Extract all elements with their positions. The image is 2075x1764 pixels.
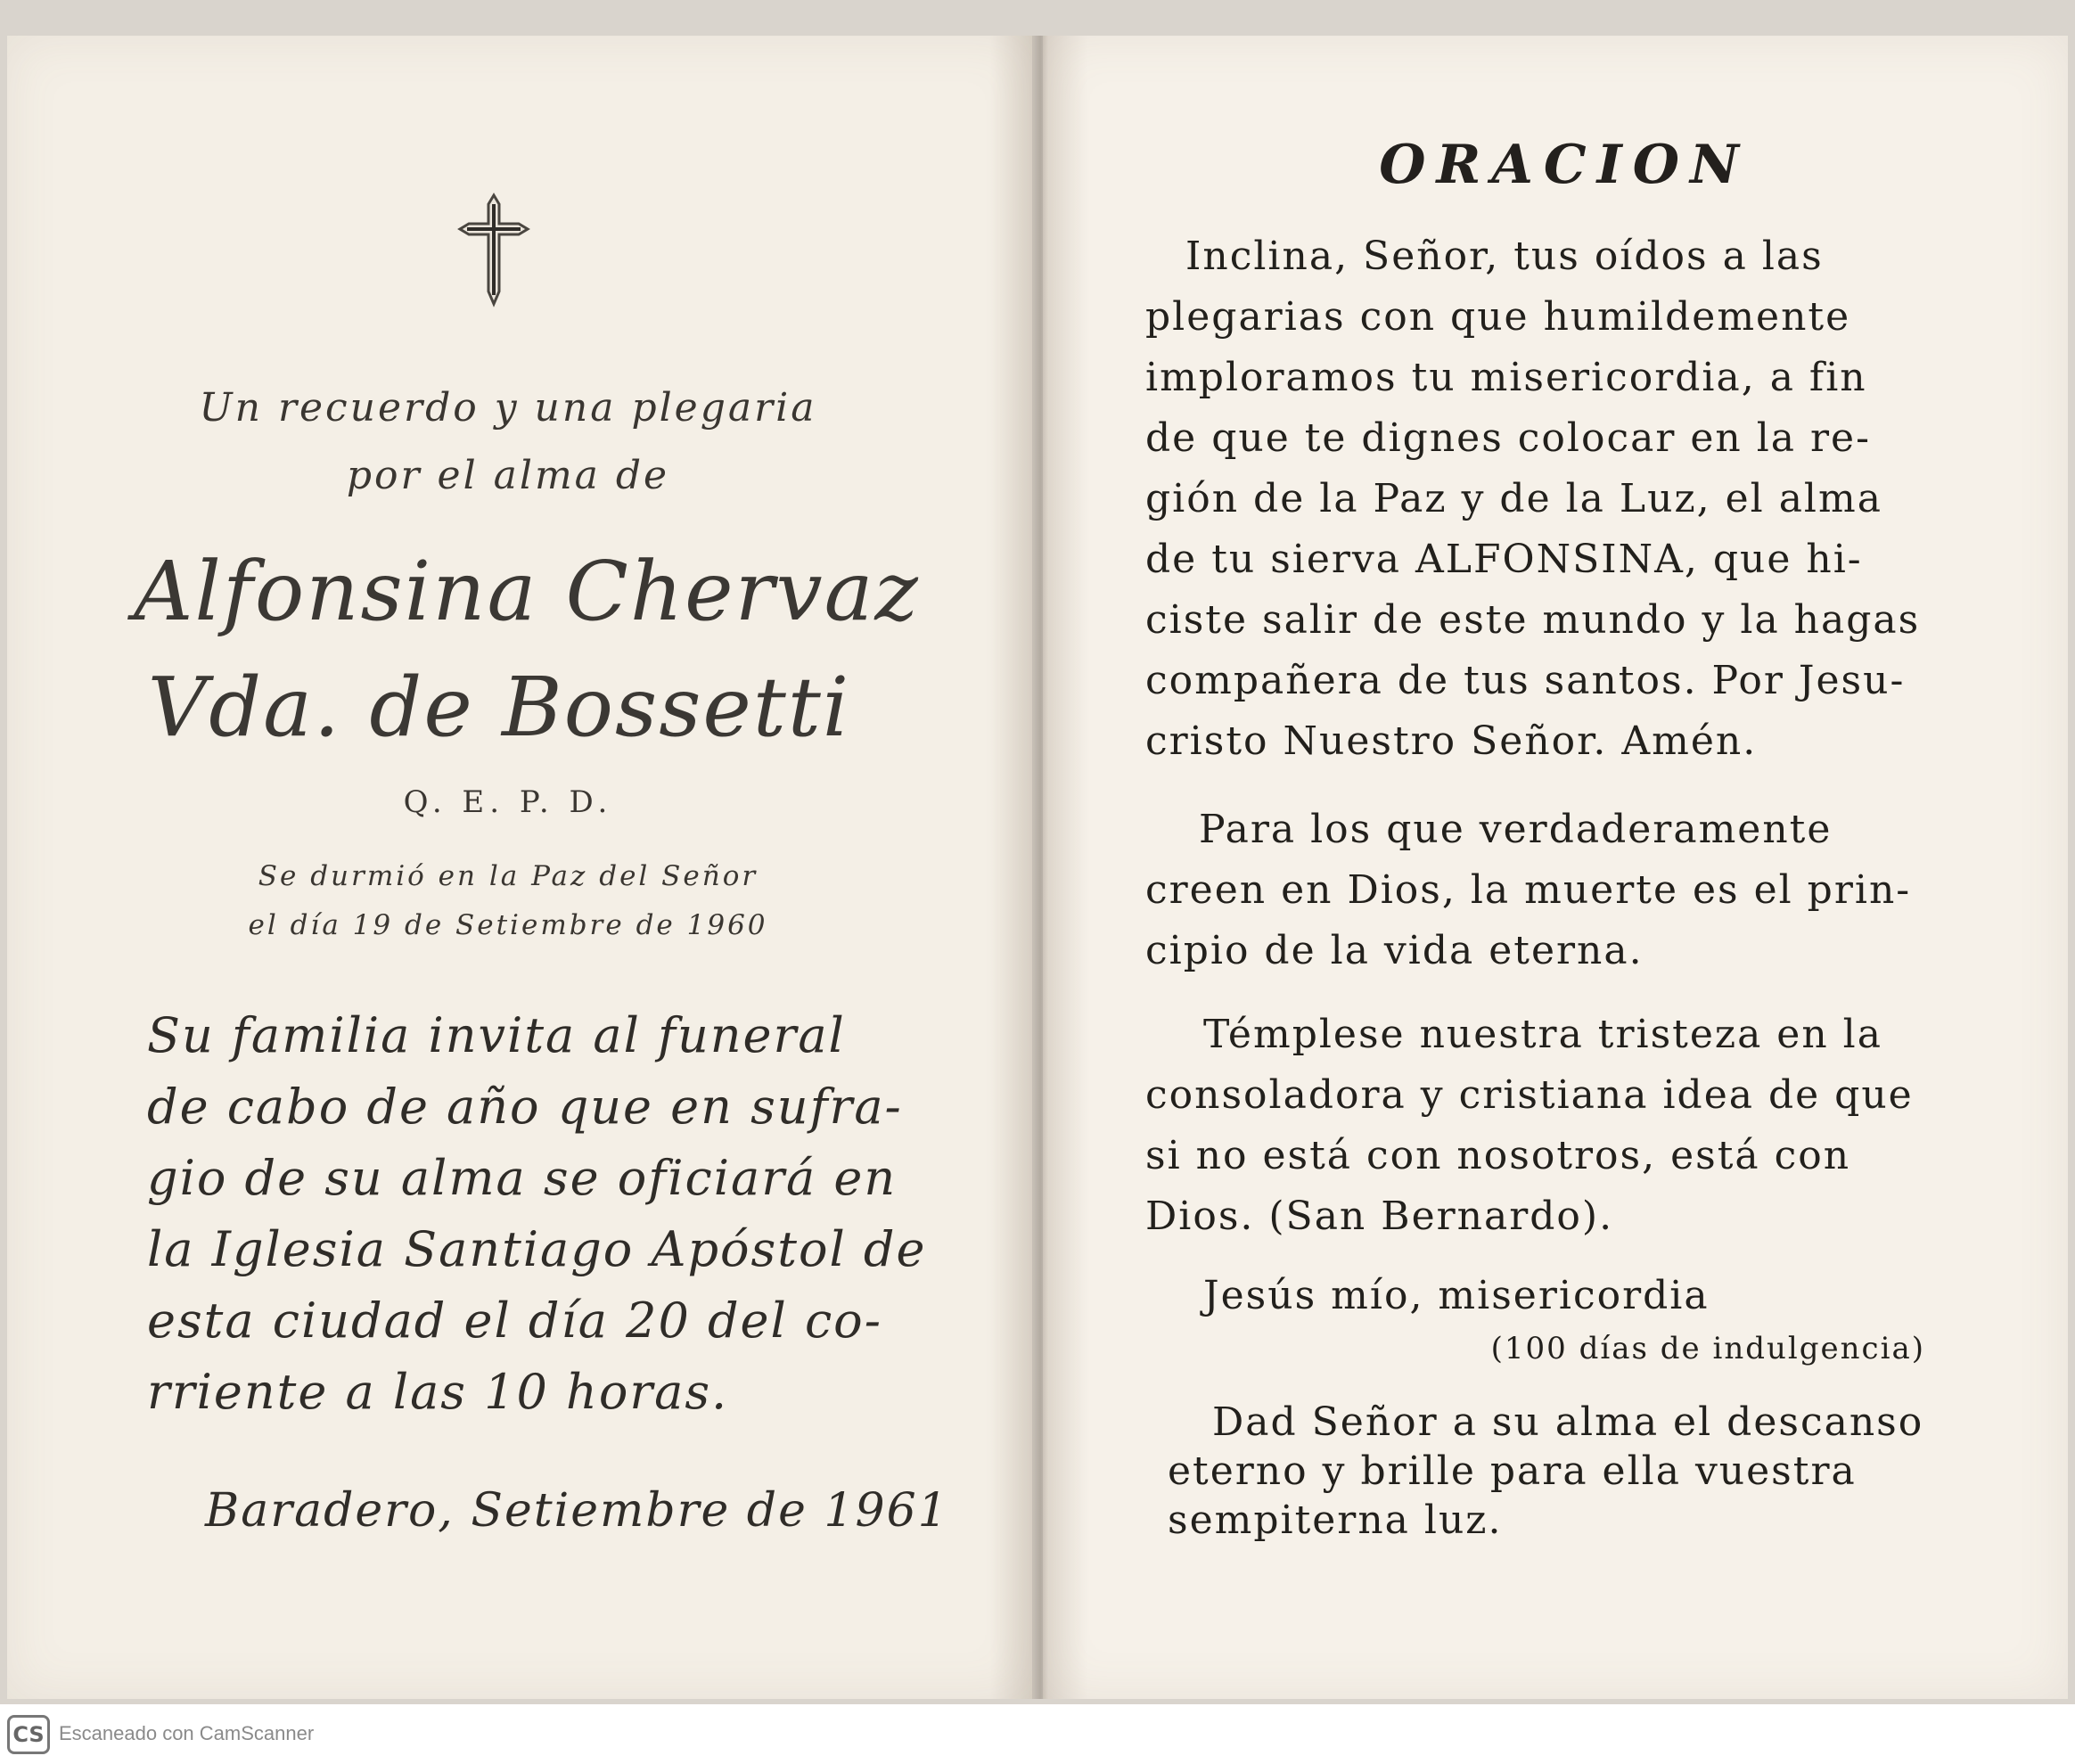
templese-line: si no está con nosotros, está con xyxy=(1145,1133,1851,1178)
place-date: Baradero, Setiembre de 1961 xyxy=(205,1484,949,1538)
scanner-footer xyxy=(0,1704,2075,1764)
invitation-line: Su familia invita al funeral xyxy=(147,1007,846,1063)
camscanner-logo-icon: CS xyxy=(7,1715,50,1754)
templese-line: Témplese nuestra tristeza en la xyxy=(1203,1012,1882,1057)
prayer-line: plegarias con que humildemente xyxy=(1145,294,1851,340)
card-fold xyxy=(989,36,1087,1699)
prayer-title: ORACION xyxy=(1379,134,1750,196)
dad-line: Dad Señor a su alma el descanso xyxy=(1212,1399,1924,1445)
indulgence-note: (100 días de indulgencia) xyxy=(1490,1331,1925,1366)
prayer-line: imploramos tu misericordia, a fin xyxy=(1145,355,1867,400)
prayer-line: gión de la Paz y de la Luz, el alma xyxy=(1145,476,1882,521)
prayer-line: cristo Nuestro Señor. Amén. xyxy=(1145,718,1758,764)
templese-line: consoladora y cristiana idea de que xyxy=(1145,1072,1914,1118)
deceased-name: Alfonsina Chervaz xyxy=(134,544,920,639)
templese-line: Dios. (San Bernardo). xyxy=(1145,1194,1614,1239)
para-line: cipio de la vida eterna. xyxy=(1145,928,1644,973)
invitation-line: esta ciudad el día 20 del co- xyxy=(147,1292,882,1349)
prayer-line: Inclina, Señor, tus oídos a las xyxy=(1185,234,1824,279)
invitation-line: gio de su alma se oficiará en xyxy=(147,1150,898,1206)
scanner-watermark: Escaneado con CamScanner xyxy=(59,1722,315,1744)
death-date-line: el día 19 de Setiembre de 1960 xyxy=(248,909,768,941)
intro-line: Un recuerdo y una plegaria xyxy=(199,385,817,431)
cross-icon xyxy=(455,192,533,308)
dad-line: eterno y brille para ella vuestra xyxy=(1168,1448,1857,1494)
death-line: Se durmió en la Paz del Señor xyxy=(258,860,759,892)
dad-line: sempiterna luz. xyxy=(1168,1497,1503,1543)
prayer-line: de tu sierva ALFONSINA, que hi- xyxy=(1145,537,1863,582)
deceased-surname: Vda. de Bossetti xyxy=(147,660,851,755)
prayer-line: de que te dignes colocar en la re- xyxy=(1145,415,1871,461)
invitation-line: la Iglesia Santiago Apóstol de xyxy=(147,1221,927,1277)
para-line: Para los que verdaderamente xyxy=(1199,807,1833,852)
prayer-line: ciste salir de este mundo y la hagas xyxy=(1145,597,1921,643)
prayer-line: compañera de tus santos. Por Jesu- xyxy=(1145,658,1906,703)
invitation-line: rriente a las 10 horas. xyxy=(147,1364,729,1420)
qepd-text: Q. E. P. D. xyxy=(403,784,613,820)
intro-line: por el alma de xyxy=(346,453,670,498)
invitation-line: de cabo de año que en sufra- xyxy=(147,1079,903,1135)
para-line: creen en Dios, la muerte es el prin- xyxy=(1145,867,1912,913)
jesus-line: Jesús mío, misericordia xyxy=(1203,1273,1710,1318)
